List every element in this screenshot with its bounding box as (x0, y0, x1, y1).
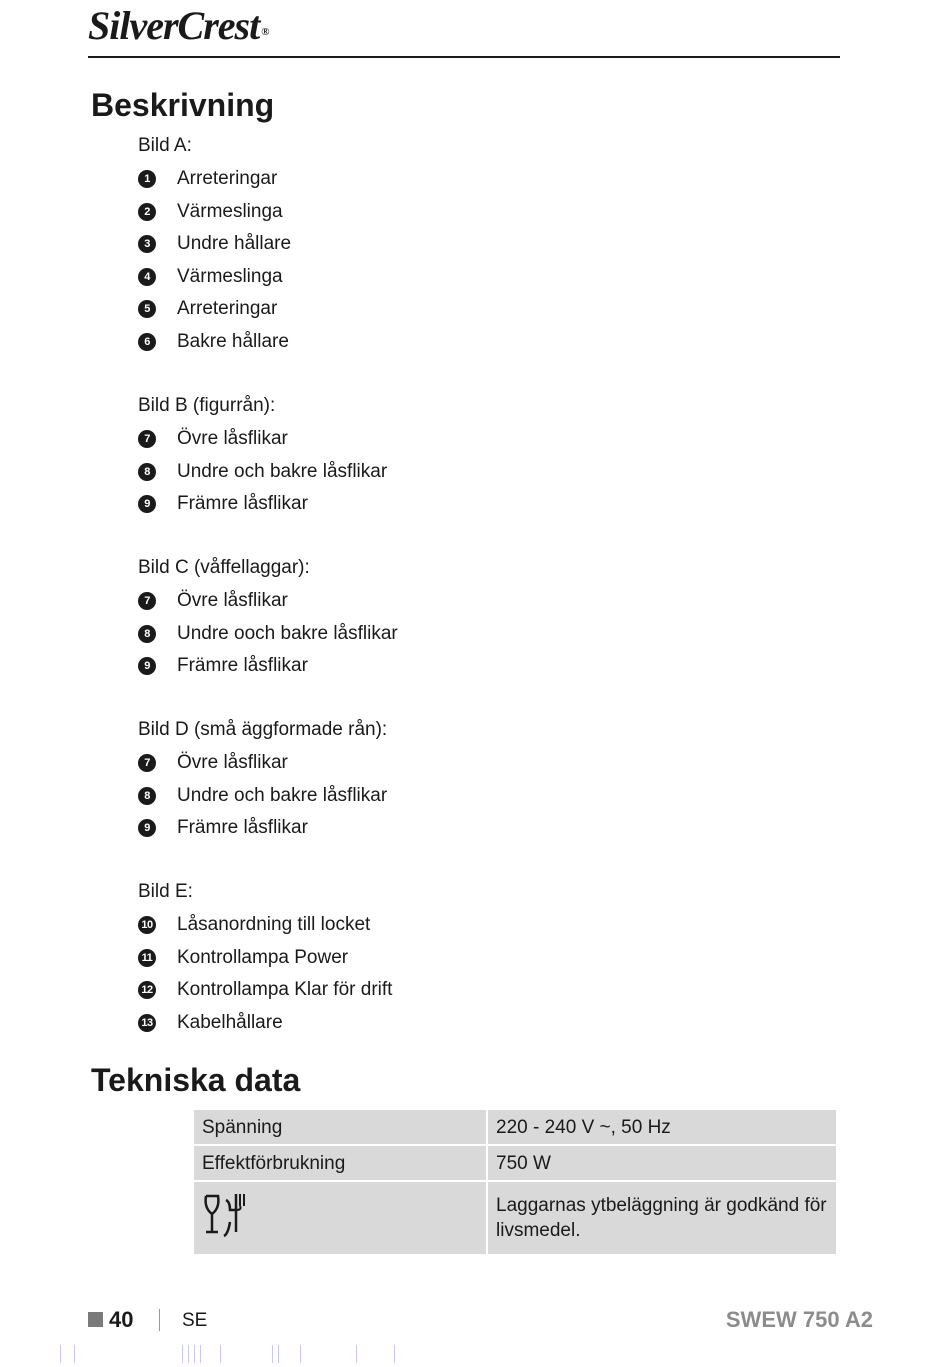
number-badge: 3 (138, 235, 156, 253)
print-mark (356, 1345, 357, 1363)
print-mark (394, 1345, 395, 1363)
model-number: SWEW 750 A2 (725, 1307, 873, 1332)
list-item (138, 228, 291, 261)
spec-label: Effektförbrukning (193, 1145, 487, 1181)
group-bild-b (138, 395, 387, 521)
print-mark (300, 1345, 301, 1363)
item-label: Kontrollampa Klar för drift (177, 979, 393, 1001)
group-title: Bild A: (138, 135, 192, 156)
footer-square-marker (88, 1312, 103, 1327)
number-badge: 8 (138, 625, 156, 643)
number-badge: 1 (138, 170, 156, 188)
header-rule (88, 56, 840, 58)
description-heading: Beskrivning (91, 87, 275, 123)
print-marks (58, 1345, 458, 1365)
list-item (138, 618, 398, 651)
print-mark (182, 1345, 183, 1363)
number-badge: 9 (138, 495, 156, 513)
number-badge: 13 (138, 1014, 156, 1032)
number-badge: 8 (138, 787, 156, 805)
item-label: Främre låsflikar (177, 493, 308, 515)
list-item (138, 488, 387, 521)
footer-separator (159, 1309, 160, 1331)
group-title: Bild B (figurrån): (138, 395, 276, 416)
item-label: Undre ooch bakre låsflikar (177, 622, 398, 644)
food-safe-cell (193, 1181, 487, 1255)
list-item (138, 585, 398, 618)
brand-registered-mark: ® (261, 26, 269, 38)
list-item (138, 261, 291, 294)
item-label: Kontrollampa Power (177, 946, 349, 968)
spec-value: 750 W (487, 1145, 837, 1181)
number-badge: 6 (138, 333, 156, 351)
item-label: Övre låsflikar (177, 590, 288, 612)
group-bild-e (138, 881, 392, 1039)
list-item (138, 163, 291, 196)
spec-value: 220 - 240 V ~, 50 Hz (487, 1109, 837, 1145)
brand-name: SilverCrest (88, 3, 260, 48)
item-label: Undre och bakre låsflikar (177, 784, 388, 806)
technical-data-table (192, 1108, 838, 1256)
number-badge: 7 (138, 754, 156, 772)
group-title: Bild D (små äggformade rån): (138, 719, 388, 740)
item-label: Övre låsflikar (177, 752, 288, 774)
number-badge: 9 (138, 657, 156, 675)
item-label: Kabelhållare (177, 1011, 283, 1033)
print-mark (74, 1345, 75, 1363)
list-item (138, 423, 387, 456)
item-label: Främre låsflikar (177, 655, 308, 677)
table-row (193, 1109, 837, 1145)
list-item (138, 812, 387, 845)
item-label: Undre hållare (177, 233, 292, 255)
list-item (138, 326, 291, 359)
item-label: Värmeslinga (177, 200, 283, 222)
number-badge: 5 (138, 300, 156, 318)
number-badge: 7 (138, 430, 156, 448)
number-badge: 11 (138, 949, 156, 967)
group-title: Bild E: (138, 881, 193, 902)
group-bild-a (138, 135, 291, 358)
list-item (138, 974, 392, 1007)
item-label: Bakre hållare (177, 330, 289, 352)
print-mark (278, 1345, 279, 1363)
list-item (138, 293, 291, 326)
list-item (138, 650, 398, 683)
number-badge: 8 (138, 463, 156, 481)
item-label: Låsanordning till locket (177, 914, 371, 936)
item-label: Arreteringar (177, 168, 278, 190)
page-number: 40 (109, 1307, 134, 1332)
table-row (193, 1181, 837, 1255)
list-item (138, 747, 387, 780)
food-safe-icon (202, 1192, 246, 1238)
spec-value: Laggarnas ytbeläggning är godkänd för livsmedel. (487, 1181, 837, 1255)
item-label: Värmeslinga (177, 265, 283, 287)
number-badge: 7 (138, 592, 156, 610)
number-badge: 10 (138, 916, 156, 934)
list-item (138, 1007, 392, 1040)
number-badge: 4 (138, 268, 156, 286)
item-label: Främre låsflikar (177, 817, 308, 839)
print-mark (194, 1345, 195, 1363)
list-item (138, 196, 291, 229)
item-label: Övre låsflikar (177, 428, 288, 450)
list-item (138, 780, 387, 813)
list-item (138, 942, 392, 975)
print-mark (200, 1345, 201, 1363)
print-mark (272, 1345, 273, 1363)
number-badge: 9 (138, 819, 156, 837)
item-label: Arreteringar (177, 298, 278, 320)
table-row (193, 1145, 837, 1181)
print-mark (220, 1345, 221, 1363)
number-badge: 2 (138, 203, 156, 221)
group-bild-d (138, 719, 387, 845)
print-mark (60, 1345, 61, 1363)
group-bild-c (138, 557, 398, 683)
item-label: Undre och bakre låsflikar (177, 460, 388, 482)
print-mark (188, 1345, 189, 1363)
spec-label: Spänning (193, 1109, 487, 1145)
list-item (138, 909, 392, 942)
language-code: SE (182, 1310, 208, 1331)
group-title: Bild C (våffellaggar): (138, 557, 310, 578)
technical-heading: Tekniska data (91, 1062, 301, 1098)
number-badge: 12 (138, 981, 156, 999)
list-item (138, 456, 387, 489)
brand-logo (88, 4, 268, 48)
